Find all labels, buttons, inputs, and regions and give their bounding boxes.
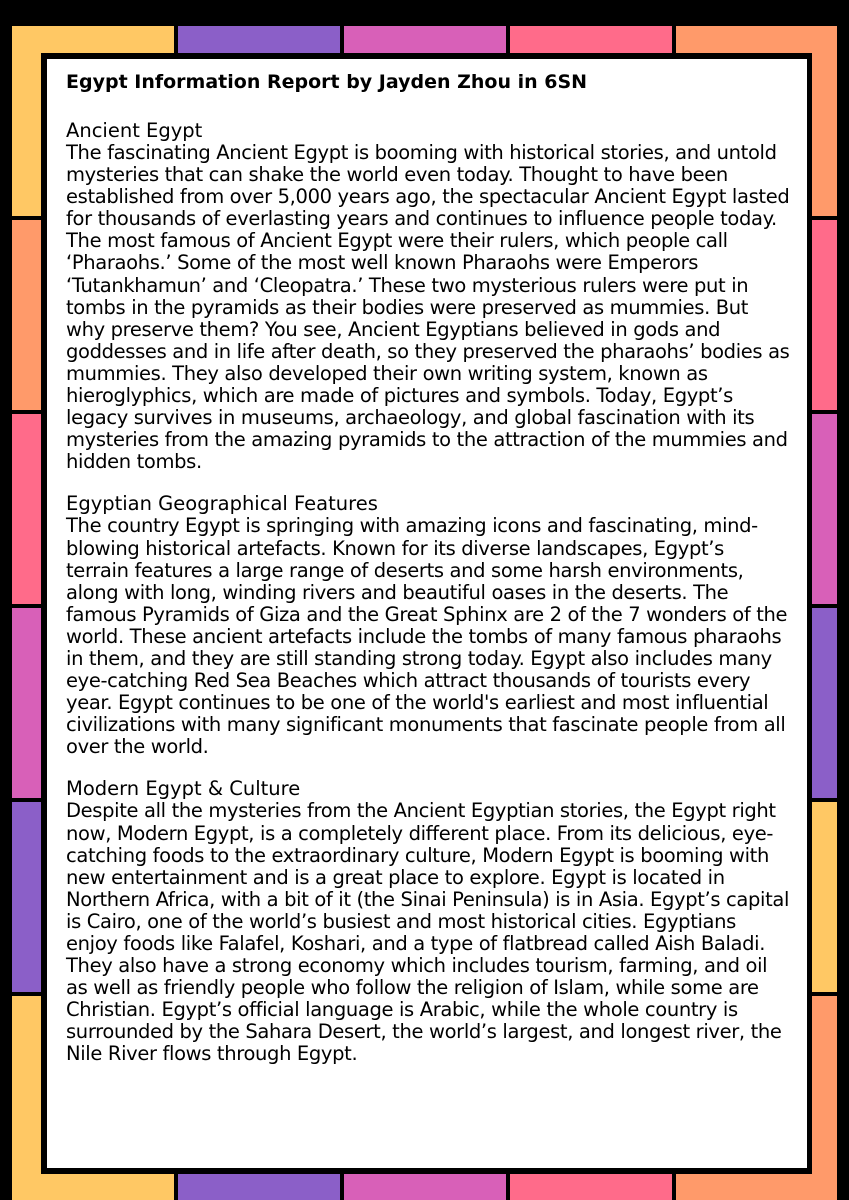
section-geographical-features [66, 493, 791, 758]
border-tile-bottom-2 [178, 1174, 340, 1200]
section-body: The country Egypt is springing with amazing icons and fascinating, mind-blowing historical artefacts. Known for its diverse landscapes, Egypt’s terrain features a large range of deserts and some harsh environments, along with long, winding rivers and beautiful oases in the deserts. The famous Pyramids of Giza and the Great Sphinx are 2 of the 7 wonders of the world. These ancient artefacts include the tombs of many famous pharaohs in them, and they are still standing strong today. Egypt also includes many eye-catching Red Sea Beaches which attract thousands of tourists every year. Egypt continues to be one of the world's earliest and most influential civilizations with many significant monuments that fascinate people from all over the world. [66, 514, 788, 759]
border-tile-left-1 [12, 26, 41, 216]
border-tile-right-5 [812, 802, 837, 992]
section-heading: Modern Egypt & Culture [66, 777, 301, 801]
report-content-panel [44, 56, 810, 1171]
border-tile-bottom-4 [510, 1174, 672, 1200]
section-heading: Egyptian Geographical Features [66, 492, 378, 516]
border-tile-right-1 [812, 26, 837, 216]
border-tile-top-4 [510, 26, 672, 53]
border-tile-left-4 [12, 608, 41, 798]
section-modern-egypt-culture [66, 778, 791, 1065]
border-tile-left-2 [12, 220, 41, 410]
border-tile-right-6 [812, 996, 837, 1200]
border-tile-right-2 [812, 220, 837, 410]
border-tile-right-4 [812, 608, 837, 798]
section-body: Despite all the mysteries from the Ancient Egyptian stories, the Egypt right now, Modern Egypt, is a completely different place. From its delicious, eye-catching foods to the extraordinary culture, Modern Egypt is booming with new entertainment and is a great place to explore. Egypt is located in Northern Africa, with a bit of it (the Sinai Peninsula) is in Asia. Egypt’s capital is Cairo, one of the world’s busiest and most historical cities. Egyptians enjoy foods like Falafel, Koshari, and a type of flatbread called Aish Baladi. They also have a strong economy which includes tourism, farming, and oil as well as friendly people who follow the religion of Islam, while some are Christian. Egypt’s official language is Arabic, while the whole country is surrounded by the Sahara Desert, the world’s largest, and longest river, the Nile River flows through Egypt. [66, 799, 790, 1066]
border-tile-left-6 [12, 996, 41, 1200]
border-tile-top-3 [344, 26, 506, 53]
section-ancient-egypt [66, 120, 791, 473]
section-body: The fascinating Ancient Egypt is booming with historical stories, and untold mysteries that can shake the world even today. Thought to have been established from over 5,000 years ago, the spectacular Ancient Egypt lasted for thousands of everlasting years and continues to influence people today. The most famous of Ancient Egypt were their rulers, which people call ‘Pharaohs.’ Some of the most well known Pharaohs were Emperors ‘Tutankhamun’ and ‘Cleopatra.’ These two mysterious rulers were put in tombs in the pyramids as their bodies were preserved as mummies. But why preserve them? You see, Ancient Egyptians believed in gods and goddesses and in life after death, so they preserved the pharaohs’ bodies as mummies. They also developed their own writing system, known as hieroglyphics, which are made of pictures and symbols. Today, Egypt’s legacy survives in museums, archaeology, and global fascination with its mysteries from the amazing pyramids to the attraction of the mummies and hidden tombs. [66, 141, 790, 474]
border-tile-left-5 [12, 802, 41, 992]
border-tile-top-2 [178, 26, 340, 53]
border-tile-bottom-3 [344, 1174, 506, 1200]
report-title: Egypt Information Report by Jayden Zhou in 6SN [66, 71, 588, 93]
section-heading: Ancient Egypt [66, 119, 203, 142]
border-tile-left-3 [12, 414, 41, 604]
border-tile-right-3 [812, 414, 837, 604]
